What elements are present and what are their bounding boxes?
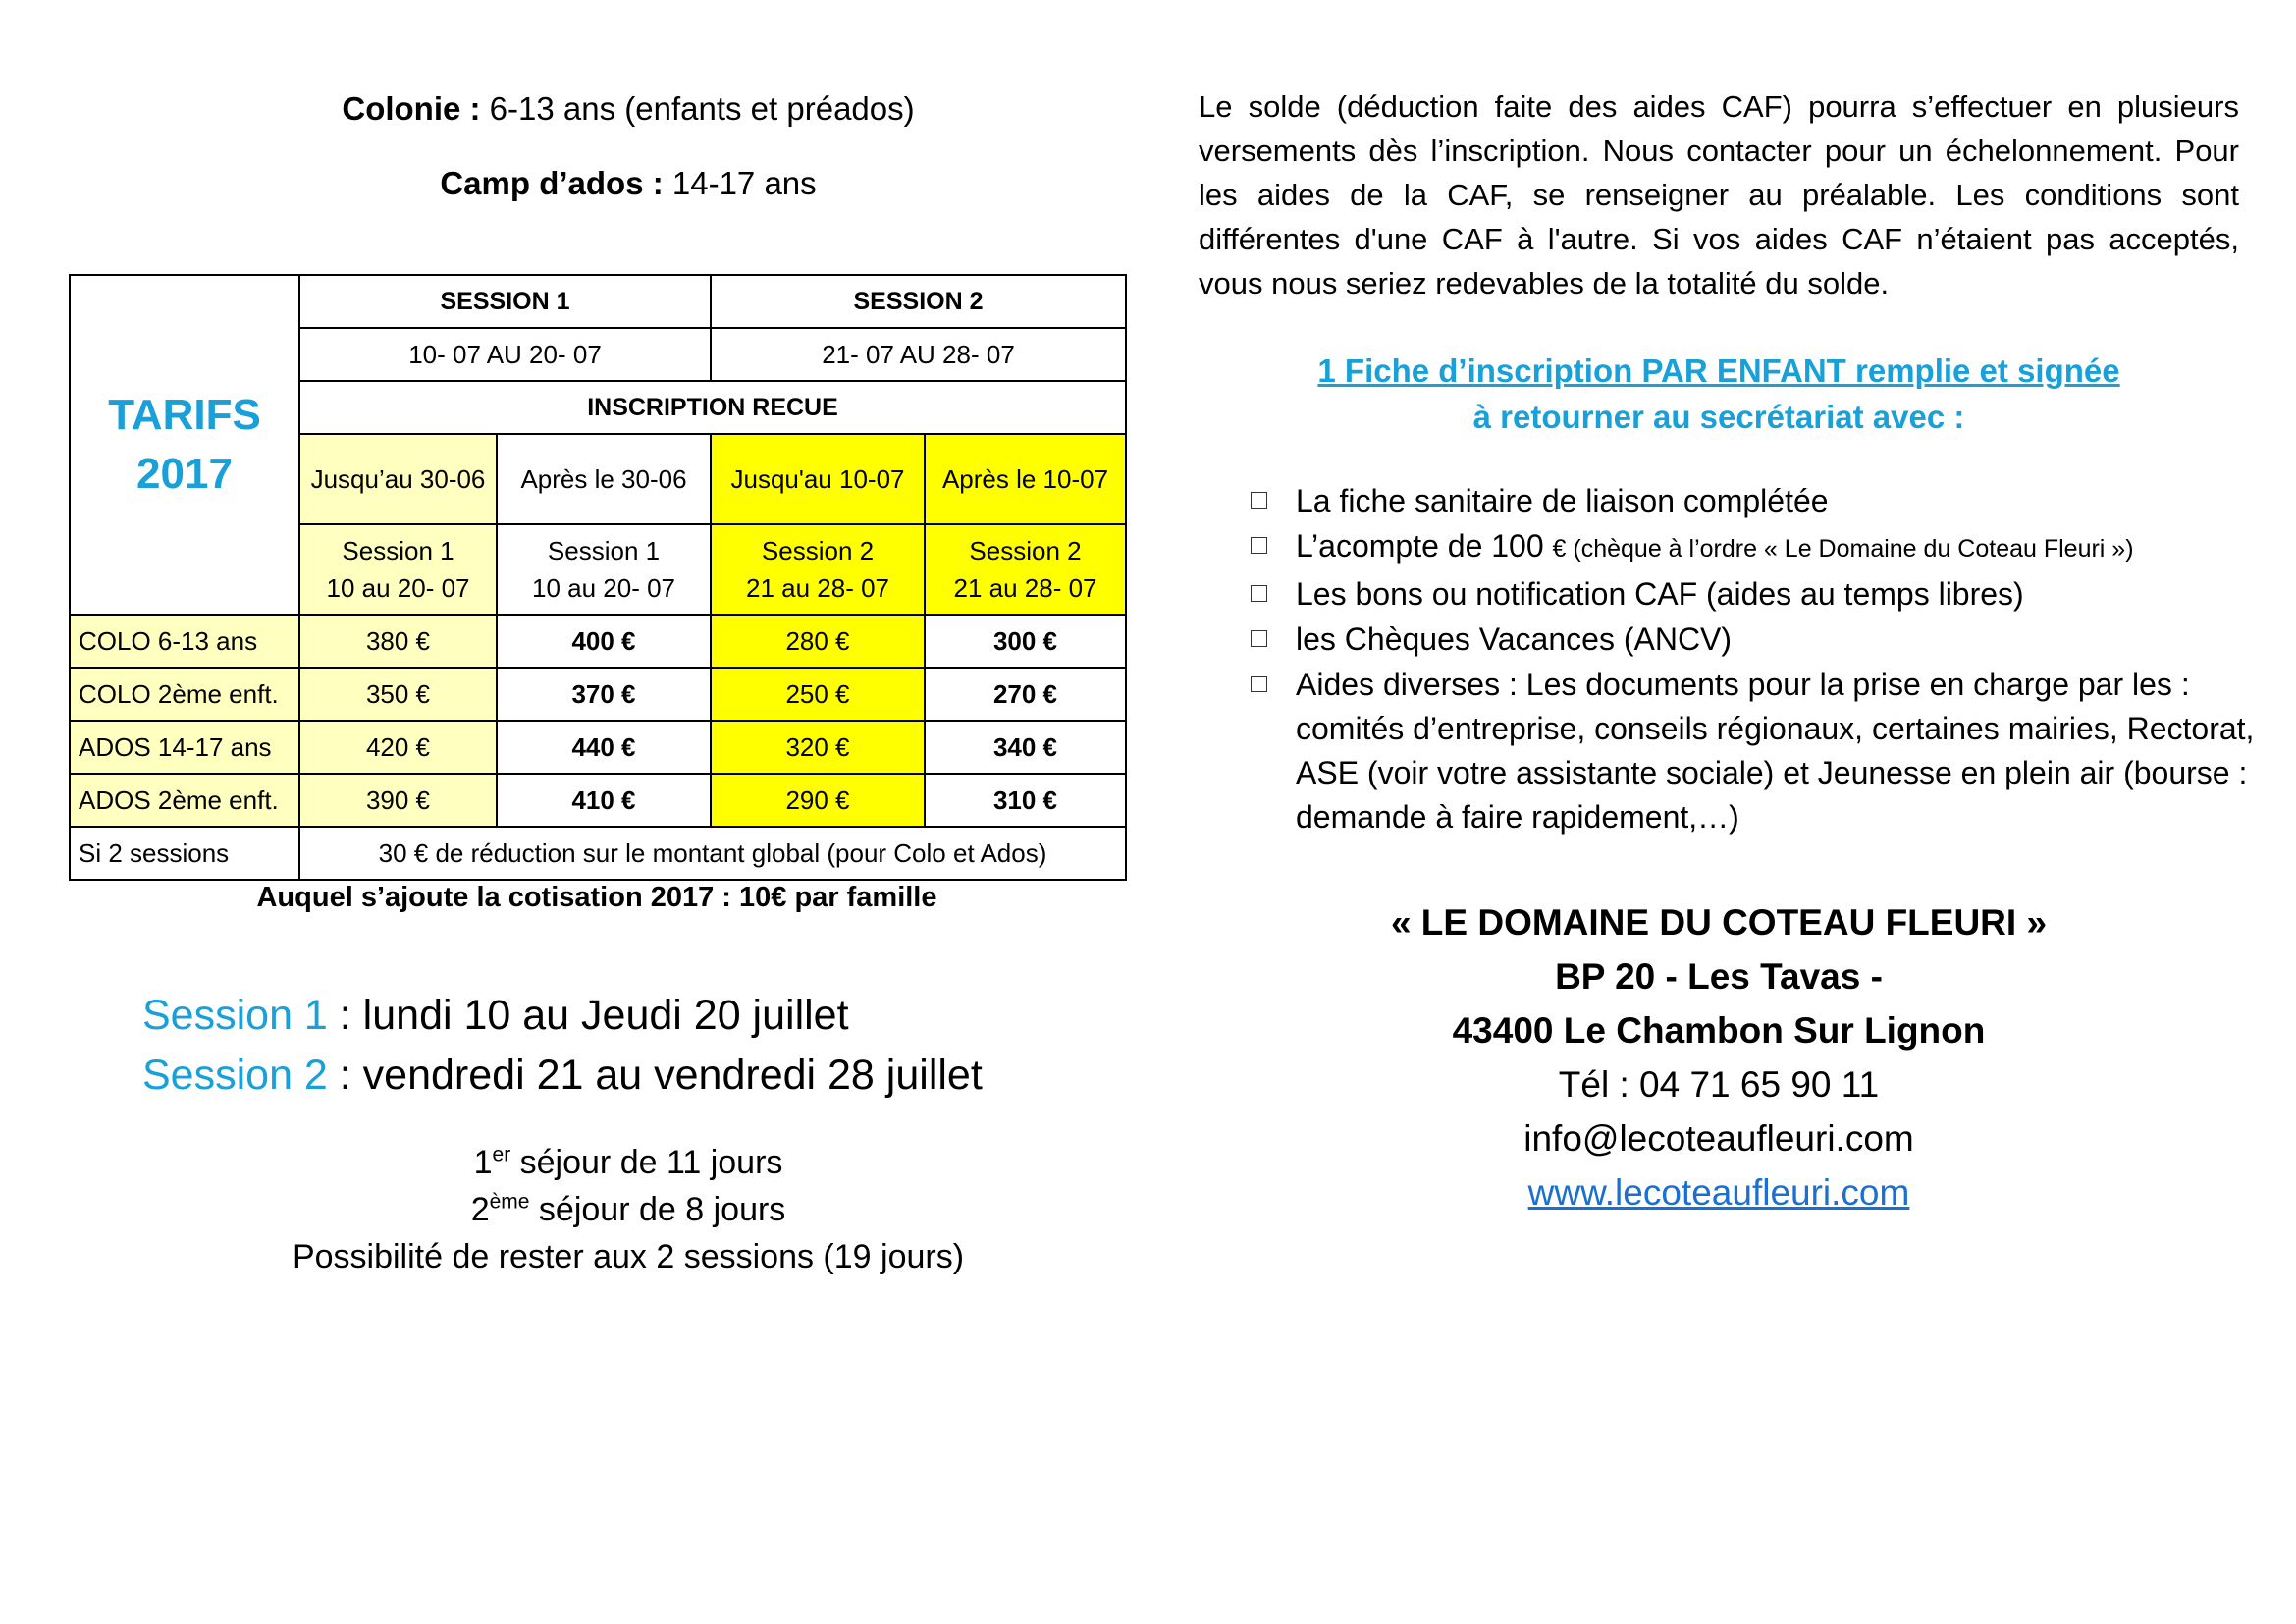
subhead-line2: 21 au 28- 07	[745, 573, 889, 603]
price-cell: 280 €	[711, 615, 925, 668]
colonie-label: Colonie :	[342, 90, 481, 127]
session-line	[142, 1052, 983, 1100]
checkbox-icon	[1251, 492, 1267, 509]
row-label: ADOS 2ème enft.	[70, 774, 299, 827]
price-cell: 400 €	[497, 615, 711, 668]
subhead-line1: Session 1	[547, 536, 661, 566]
checklist-text: La fiche sanitaire de liaison complétée	[1296, 483, 1829, 518]
checklist-text: les Chèques Vacances (ANCV)	[1296, 622, 1733, 657]
table-row	[70, 774, 1126, 827]
session1-dates: 10- 07 AU 20- 07	[299, 328, 711, 381]
colonie-line	[137, 90, 1119, 128]
checklist-text: L’acompte de 100	[1296, 528, 1553, 564]
fiche-heading-line2: à retourner au secrétariat avec :	[1472, 399, 1965, 435]
price-cell: 390 €	[299, 774, 497, 827]
table-row	[70, 615, 1126, 668]
session-line	[142, 992, 849, 1040]
inscription-header: INSCRIPTION RECUE	[299, 381, 1126, 434]
period-cell: Jusqu’au 30-06	[299, 434, 497, 524]
org-phone: Tél : 04 71 65 90 11	[1558, 1064, 1880, 1105]
price-cell: 440 €	[497, 721, 711, 774]
price-cell: 340 €	[925, 721, 1126, 774]
subhead-cell	[711, 524, 925, 615]
session-text: : lundi 10 au Jeudi 20 juillet	[327, 992, 849, 1039]
subhead-line1: Session 2	[761, 536, 875, 566]
price-cell: 410 €	[497, 774, 711, 827]
list-item	[1247, 663, 2258, 839]
documents-checklist	[1247, 479, 2258, 840]
org-bp: BP 20 - Les Tavas -	[1555, 956, 1883, 997]
session1-header: SESSION 1	[299, 275, 711, 328]
subhead-line2: 21 au 28- 07	[953, 573, 1097, 603]
subhead-line2: 10 au 20- 07	[326, 573, 470, 603]
fiche-heading-link: 1 Fiche d’inscription PAR ENFANT remplie et signée	[1317, 352, 2120, 389]
camp-value: 14-17 ans	[663, 165, 817, 201]
cotisation-note: Auquel s’ajoute la cotisation 2017 : 10€ par famille	[256, 882, 937, 913]
subhead-line1: Session 1	[342, 536, 454, 566]
org-name: « LE DOMAINE DU COTEAU FLEURI »	[1390, 902, 2048, 943]
subhead-cell	[925, 524, 1126, 615]
solde-paragraph: Le solde (déduction faite des aides CAF) pourra s’effectuer en plusieurs versements dès l’inscription. Nous contacter pour un échelonnement. Pour les aides de la CAF, se renseigner au préalable. Les conditions sont différentes d'une CAF à l'autre. Si vos aides CAF n’étaient pas acceptés, vous nous seriez redevables de la totalité du solde.	[1199, 89, 2239, 300]
list-item	[1247, 479, 2258, 523]
contact-block	[1199, 895, 2239, 1219]
tarifs-title-line1: TARIFS	[108, 391, 261, 439]
list-item	[1247, 524, 2258, 571]
checkbox-icon	[1251, 676, 1267, 692]
list-item	[1247, 618, 2258, 662]
price-cell: 310 €	[925, 774, 1126, 827]
tarifs-title	[70, 275, 299, 615]
checklist-text: Aides diverses : Les documents pour la prise en charge par les : comités d’entreprise, conseils régionaux, certaines mairies, Rectorat, ASE (voir votre assistante sociale) et Jeunesse en plein air (bourse : demande à faire rapidement,…)	[1296, 667, 2255, 835]
subhead-cell	[497, 524, 711, 615]
row-label: COLO 2ème enft.	[70, 668, 299, 721]
sejour-2	[137, 1186, 1119, 1233]
website-link[interactable]: www.lecoteaufleuri.com	[1527, 1172, 1910, 1213]
sejour-1-number: 1	[473, 1144, 493, 1181]
sejour-2-suffix: ème	[489, 1190, 530, 1214]
checklist-text: Les bons ou notification CAF (aides au temps libres)	[1296, 576, 2024, 612]
checklist-note: € (chèque à l’ordre « Le Domaine du Coteau Fleuri »)	[1552, 535, 2134, 563]
price-cell: 370 €	[497, 668, 711, 721]
session-text: : vendredi 21 au vendredi 28 juillet	[327, 1052, 983, 1099]
price-cell: 350 €	[299, 668, 497, 721]
sejour-2-number: 2	[470, 1191, 490, 1228]
price-cell: 270 €	[925, 668, 1126, 721]
subhead-line2: 10 au 20- 07	[531, 573, 675, 603]
tarifs-table	[69, 274, 1127, 881]
price-cell: 380 €	[299, 615, 497, 668]
price-cell: 420 €	[299, 721, 497, 774]
sejour-1-text: séjour de 11 jours	[510, 1144, 783, 1181]
sejour-2-text: séjour de 8 jours	[529, 1191, 786, 1228]
checkbox-icon	[1251, 630, 1267, 647]
org-email[interactable]: info@lecoteaufleuri.com	[1523, 1118, 1914, 1159]
price-cell: 320 €	[711, 721, 925, 774]
period-cell: Après le 10-07	[925, 434, 1126, 524]
subhead-line1: Session 2	[969, 536, 1082, 566]
session2-dates: 21- 07 AU 28- 07	[711, 328, 1126, 381]
session-label: Session 2	[142, 1052, 328, 1099]
session-label: Session 1	[142, 992, 328, 1039]
session2-header: SESSION 2	[711, 275, 1126, 328]
sejour-both: Possibilité de rester aux 2 sessions (19 jours)	[292, 1238, 965, 1275]
row-label: ADOS 14-17 ans	[70, 721, 299, 774]
table-row	[70, 668, 1126, 721]
table-row	[70, 721, 1126, 774]
price-cell: 250 €	[711, 668, 925, 721]
period-cell: Après le 30-06	[497, 434, 711, 524]
checkbox-icon	[1251, 585, 1267, 602]
table-row	[70, 827, 1126, 880]
camp-label: Camp d’ados :	[440, 165, 664, 201]
camp-line	[137, 165, 1119, 202]
subhead-cell	[299, 524, 497, 615]
price-cell: 290 €	[711, 774, 925, 827]
checkbox-icon	[1251, 537, 1267, 554]
period-cell: Jusqu'au 10-07	[711, 434, 925, 524]
sejour-1-suffix: er	[492, 1143, 511, 1166]
price-cell: 300 €	[925, 615, 1126, 668]
tarifs-title-line2: 2017	[136, 450, 233, 498]
sejour-1	[137, 1139, 1119, 1186]
colonie-value: 6-13 ans (enfants et préados)	[480, 90, 915, 127]
two-sessions-discount: 30 € de réduction sur le montant global (pour Colo et Ados)	[299, 827, 1126, 880]
list-item	[1247, 572, 2258, 617]
row-label: Si 2 sessions	[70, 827, 299, 880]
row-label: COLO 6-13 ans	[70, 615, 299, 668]
fiche-heading-line1	[1199, 352, 2239, 390]
org-city: 43400 Le Chambon Sur Lignon	[1452, 1010, 1986, 1051]
